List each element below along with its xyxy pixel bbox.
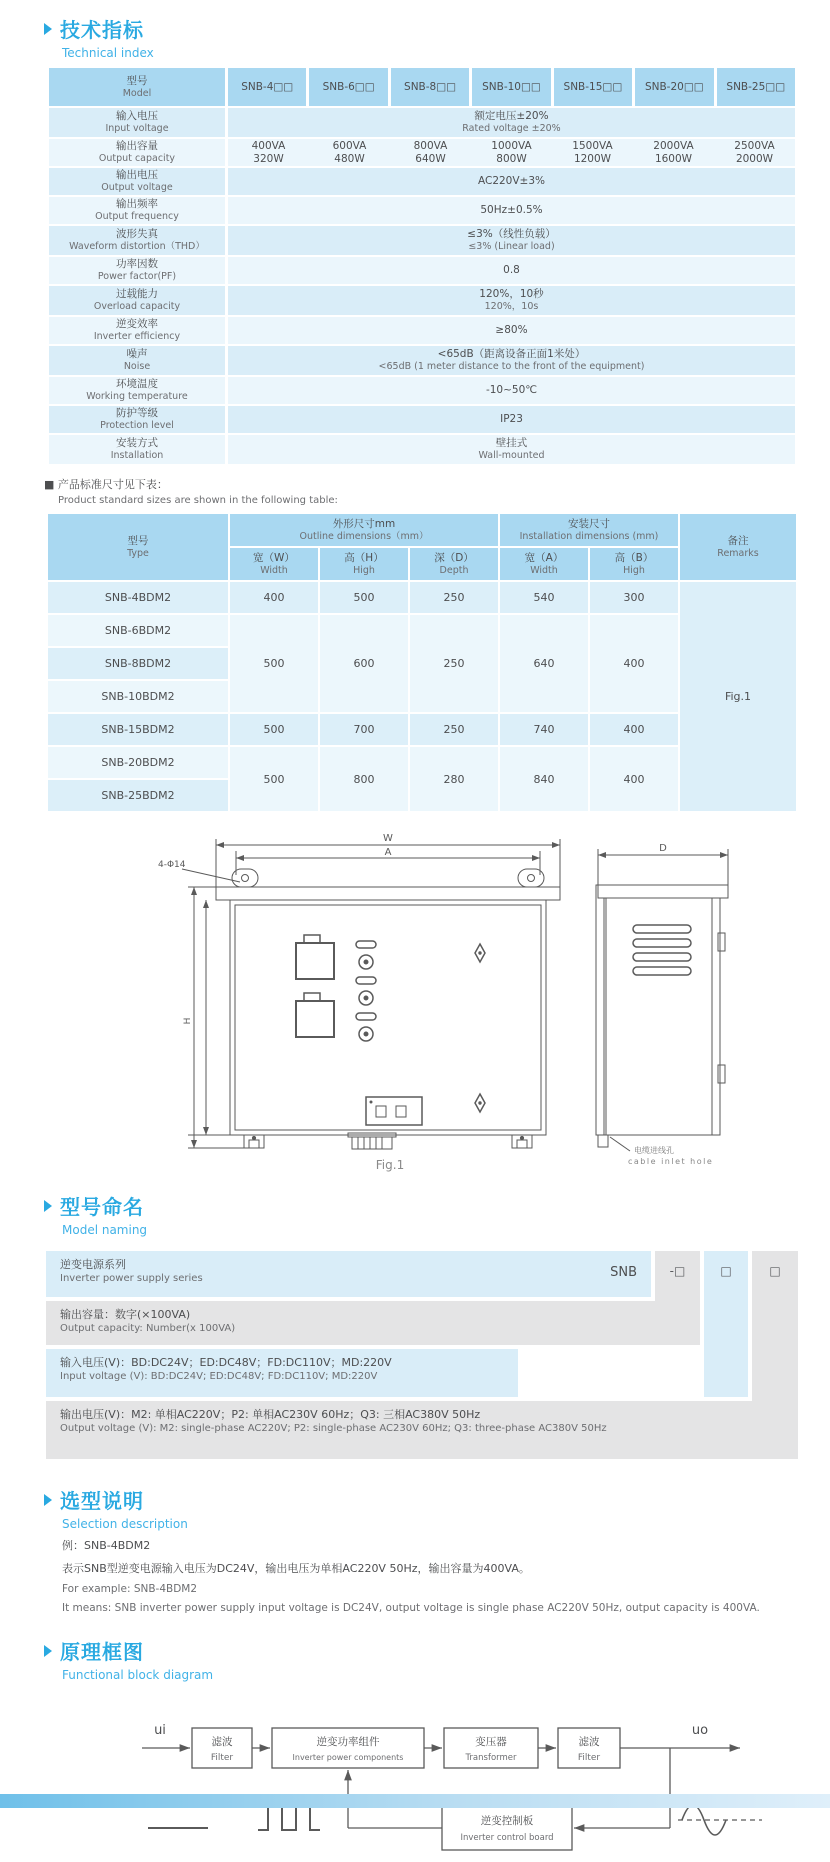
size-value: 250	[410, 615, 498, 712]
size-value: 540	[500, 582, 588, 613]
size-row-type: SNB-25BDM2	[48, 780, 228, 811]
size-header-remark: 备注 Remarks	[680, 514, 796, 580]
section-selection-header	[44, 1485, 830, 1531]
spec-column-value: 2500VA 2000W	[734, 139, 775, 165]
size-value: 740	[500, 714, 588, 745]
dim-label-h: H	[183, 1017, 193, 1025]
spec-row	[49, 197, 795, 224]
size-subheader-a: 宽（A） Width	[500, 548, 588, 580]
spec-row	[49, 346, 795, 375]
spec-model-header: SNB-6□□	[309, 68, 387, 106]
spec-row	[49, 286, 795, 315]
spec-model-header: SNB-10□□	[472, 68, 550, 106]
selection-line-meaning-en: It means: SNB inverter power supply input voltage is DC24V, output voltage is single phase AC220V 50Hz, output capacity is 400VA.	[62, 1602, 760, 1614]
section-title-zh: 型号命名	[60, 1195, 144, 1219]
size-header-outline: 外形尺寸mm Outline dimensions（mm）	[230, 514, 498, 546]
naming-box-input: □	[704, 1251, 748, 1397]
section-title-zh: 技术指标	[60, 18, 144, 42]
size-subheader-h: 高（H） High	[320, 548, 408, 580]
spec-row-value: 壁挂式 Wall-mounted	[228, 435, 795, 464]
spec-column-value: 1500VA 1200W	[572, 139, 613, 165]
dim-label-d: D	[659, 843, 667, 854]
spec-row-value	[228, 139, 795, 166]
size-header-row1	[48, 514, 796, 546]
block-filter1-zh: 滤波	[211, 1736, 233, 1748]
section-title-zh: 选型说明	[60, 1489, 144, 1513]
size-row-type: SNB-6BDM2	[48, 615, 228, 646]
size-remark: Fig.1	[680, 582, 796, 811]
spec-row-value: ≥80%	[228, 317, 795, 344]
size-value: 400	[590, 747, 678, 811]
dim-label-w: W	[383, 833, 393, 844]
spec-header-row	[49, 68, 795, 106]
spec-row	[49, 168, 795, 195]
functional-block-diagram	[130, 1690, 830, 1862]
size-row-type: SNB-15BDM2	[48, 714, 228, 745]
size-note	[44, 476, 830, 506]
spec-row-label: 噪声 Noise	[49, 346, 225, 375]
holes-label: 4-Φ14	[158, 860, 186, 870]
spec-row-label: 功率因数 Power factor(PF)	[49, 257, 225, 284]
size-subheader-w: 宽（W） Width	[230, 548, 318, 580]
block-control-en: Inverter control board	[460, 1833, 554, 1843]
cabinet-dimension-drawing	[128, 825, 788, 1173]
technical-spec-table	[46, 66, 798, 466]
spec-row	[49, 139, 795, 166]
cable-inlet-label-zh: 电缆进线孔	[634, 1146, 674, 1155]
section-title-en: Selection description	[62, 1517, 188, 1531]
spec-column-value: 400VA 320W	[251, 139, 286, 165]
cable-inlet-label-en: cable inlet hole	[628, 1157, 714, 1166]
spec-row-label: 逆变效率 Inverter efficiency	[49, 317, 225, 344]
block-diagram-svg	[130, 1690, 770, 1858]
size-value: 250	[410, 582, 498, 613]
naming-row-input-voltage: 输入电压(V)：BD:DC24V；ED:DC48V；FD:DC110V；MD:220V Input voltage (V): BD:DC24V; ED:DC48V; FD:DC110V; MD:220V	[46, 1349, 518, 1397]
spec-row	[49, 435, 795, 464]
spec-row-label: 输出频率 Output frequency	[49, 197, 225, 224]
spec-row-label: 波形失真 Waveform distortion（THD）	[49, 226, 225, 255]
section-title-en: Technical index	[62, 46, 154, 60]
size-value: 500	[230, 714, 318, 745]
block-power-zh: 逆变功率组件	[316, 1736, 380, 1748]
size-value: 500	[230, 747, 318, 811]
spec-column-value: 2000VA 1600W	[653, 139, 694, 165]
spec-row	[49, 317, 795, 344]
diagram-output-label: uo	[691, 1723, 709, 1738]
size-table	[46, 512, 798, 813]
spec-row-label: 输出电压 Output voltage	[49, 168, 225, 195]
naming-row-series: 逆变电源系列 Inverter power supply series SNB	[46, 1251, 651, 1297]
size-row-type: SNB-20BDM2	[48, 747, 228, 778]
naming-code: SNB	[610, 1265, 637, 1280]
spec-row	[49, 406, 795, 433]
spec-row-value: 120%，10秒 120%，10s	[228, 286, 795, 315]
section-marker-icon	[44, 23, 52, 35]
size-row-type: SNB-4BDM2	[48, 582, 228, 613]
spec-row	[49, 108, 795, 137]
size-note-en: Product standard sizes are shown in the following table:	[58, 495, 338, 506]
spec-header-model-label: 型号 Model	[49, 68, 225, 106]
diagram-input-label: ui	[154, 1723, 166, 1738]
section-title-en: Functional block diagram	[62, 1668, 214, 1682]
block-filter2-zh: 滤波	[578, 1736, 600, 1748]
block-filter2-en: Filter	[577, 1753, 601, 1763]
spec-row-value: <65dB（距离设备正面1米处） <65dB (1 meter distance to the front of the equipment)	[228, 346, 795, 375]
dim-label-a: A	[384, 847, 392, 858]
selection-line-meaning-zh: 表示SNB型逆变电源输入电压为DC24V，输出电压为单相AC220V 50Hz，输出容量为400VA。	[62, 1562, 530, 1575]
naming-row-capacity: 输出容量：数字(×100VA) Output capacity: Number(x 100VA)	[46, 1301, 700, 1345]
size-value: 840	[500, 747, 588, 811]
block-transformer-en: Transformer	[465, 1753, 517, 1763]
selection-line-example-zh: 例：SNB-4BDM2	[62, 1539, 151, 1552]
naming-row-output-voltage: 输出电压(V)：M2: 单相AC220V；P2: 单相AC230V 60Hz；Q3: 三相AC380V 50Hz Output voltage (V): M2: single-phase AC220V; P2: single-phase AC230V 60Hz; Q3: three-phase AC380V 50Hz	[46, 1401, 798, 1459]
size-row	[48, 582, 796, 613]
block-transformer-zh: 变压器	[475, 1736, 507, 1748]
spec-model-header: SNB-15□□	[554, 68, 632, 106]
size-row-type: SNB-8BDM2	[48, 648, 228, 679]
section-marker-icon	[44, 1645, 52, 1657]
size-value: 400	[230, 582, 318, 613]
footer-band	[0, 1794, 830, 1808]
size-row-type: SNB-10BDM2	[48, 681, 228, 712]
size-subheader-b: 高（B） High	[590, 548, 678, 580]
spec-row	[49, 377, 795, 404]
section-model-naming-header	[44, 1191, 830, 1237]
spec-model-header: SNB-20□□	[635, 68, 713, 106]
size-value: 250	[410, 714, 498, 745]
size-value: 500	[320, 582, 408, 613]
section-marker-icon	[44, 1494, 52, 1506]
spec-model-header: SNB-4□□	[228, 68, 306, 106]
spec-row	[49, 257, 795, 284]
block-control-zh: 逆变控制板	[480, 1815, 534, 1827]
size-value: 280	[410, 747, 498, 811]
spec-row-label: 输入电压 Input voltage	[49, 108, 225, 137]
figure-caption: Fig.1	[375, 1158, 405, 1172]
size-value: 400	[590, 714, 678, 745]
size-value: 600	[320, 615, 408, 712]
selection-description-text	[62, 1537, 830, 1614]
spec-row-value: -10~50℃	[228, 377, 795, 404]
spec-row-label: 过载能力 Overload capacity	[49, 286, 225, 315]
figure-1-drawing	[128, 825, 830, 1177]
spec-row-value: AC220V±3%	[228, 168, 795, 195]
size-note-zh: ■ 产品标准尺寸见下表：	[44, 478, 168, 491]
naming-box-capacity: -□	[655, 1251, 700, 1345]
section-title-en: Model naming	[62, 1223, 148, 1237]
spec-column-value: 600VA 480W	[332, 139, 367, 165]
size-value: 400	[590, 615, 678, 712]
naming-box-output: □	[752, 1251, 798, 1459]
selection-line-example-en: For example: SNB-4BDM2	[62, 1583, 198, 1595]
spec-row	[49, 226, 795, 255]
spec-row-label: 环境温度 Working temperature	[49, 377, 225, 404]
spec-model-header: SNB-8□□	[391, 68, 469, 106]
section-block-diagram-header	[44, 1636, 830, 1682]
section-technical-index-header	[44, 14, 830, 60]
section-marker-icon	[44, 1200, 52, 1212]
spec-row-label: 安装方式 Installation	[49, 435, 225, 464]
size-value: 500	[230, 615, 318, 712]
spec-row-value: 50Hz±0.5%	[228, 197, 795, 224]
size-subheader-d: 深（D） Depth	[410, 548, 498, 580]
spec-row-label: 输出容量 Output capacity	[49, 139, 225, 166]
spec-row-value: IP23	[228, 406, 795, 433]
size-header-type: 型号 Type	[48, 514, 228, 580]
block-filter1-en: Filter	[210, 1753, 234, 1763]
size-header-install: 安装尺寸 Installation dimensions (mm)	[500, 514, 678, 546]
block-power-en: Inverter power components	[292, 1753, 404, 1762]
section-title-zh: 原理框图	[60, 1640, 144, 1664]
size-value: 800	[320, 747, 408, 811]
size-value: 700	[320, 714, 408, 745]
size-value: 640	[500, 615, 588, 712]
spec-row-label: 防护等级 Protection level	[49, 406, 225, 433]
spec-model-header: SNB-25□□	[717, 68, 795, 106]
spec-column-value: 1000VA 800W	[491, 139, 532, 165]
size-value: 300	[590, 582, 678, 613]
model-naming-diagram	[46, 1251, 798, 1459]
spec-row-value: 额定电压±20% Rated voltage ±20%	[228, 108, 795, 137]
spec-row-value: ≤3%（线性负载） ≤3% (Linear load)	[228, 226, 795, 255]
spec-row-value: 0.8	[228, 257, 795, 284]
spec-column-value: 800VA 640W	[413, 139, 448, 165]
